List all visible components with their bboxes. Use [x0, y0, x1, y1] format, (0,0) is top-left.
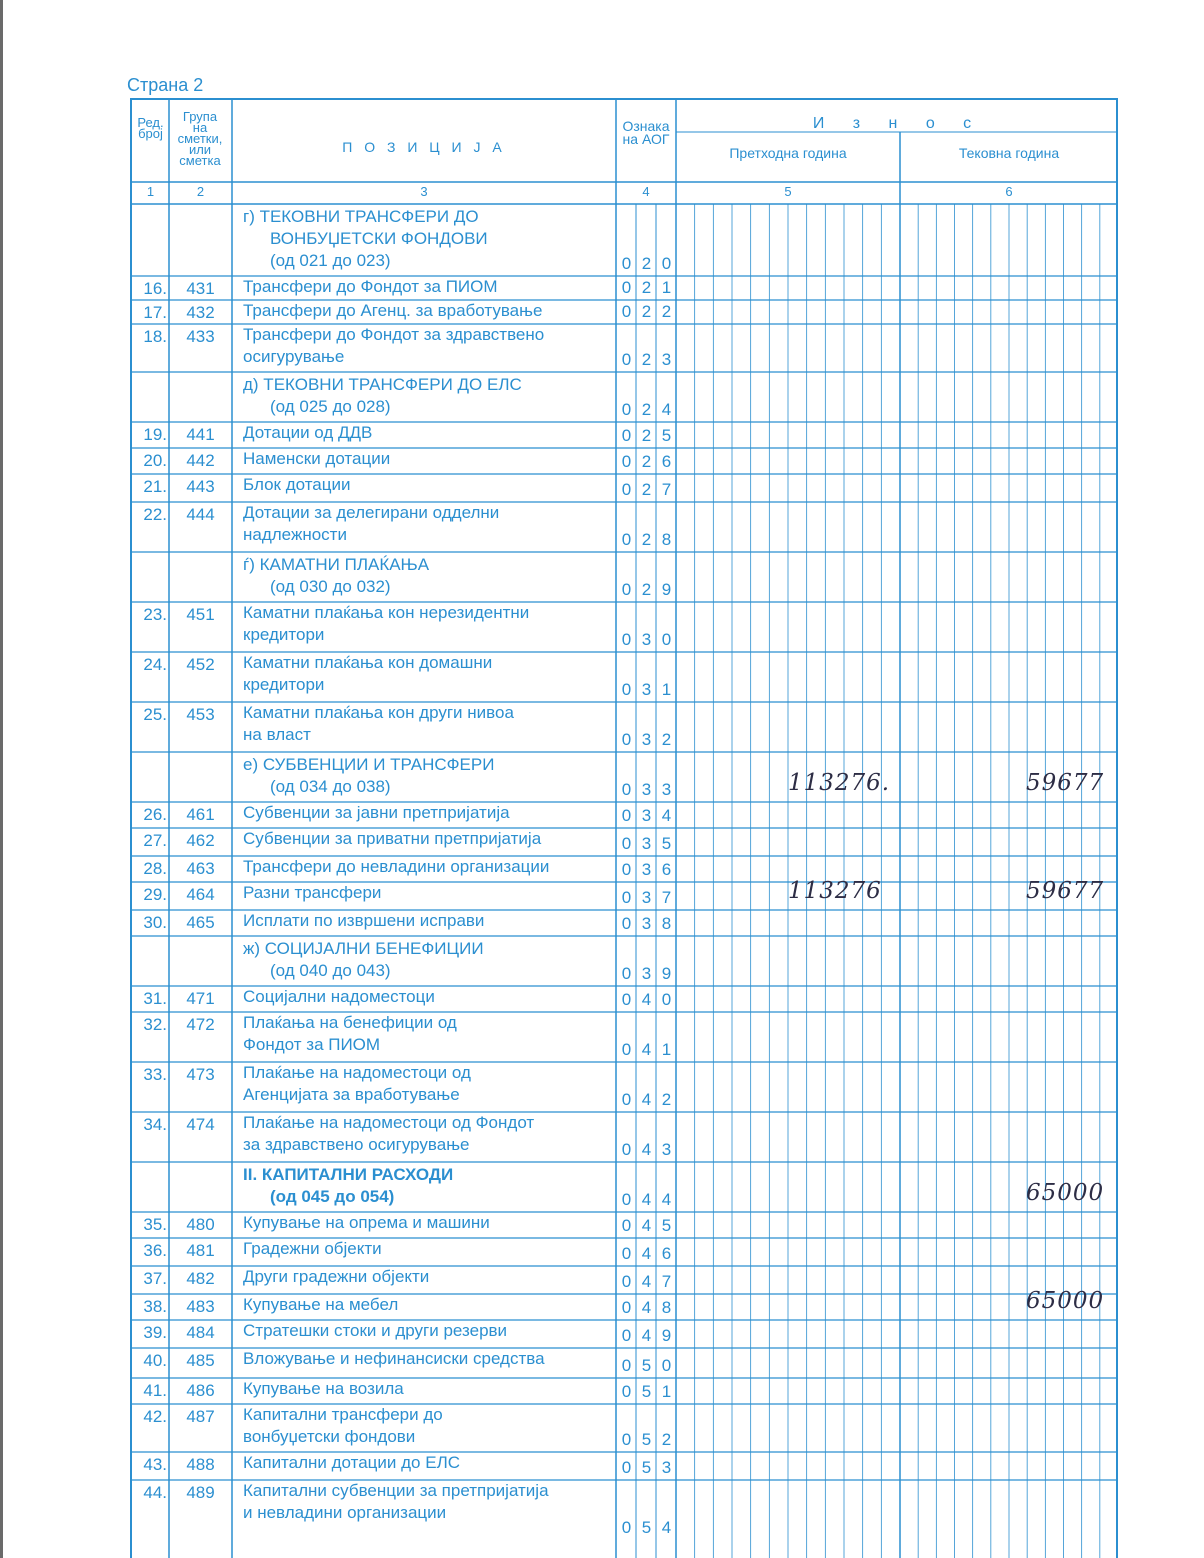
aog-digit: 0 [621, 860, 632, 879]
aog-digit: 2 [641, 580, 652, 599]
aog-digit: 5 [641, 1382, 652, 1401]
aog-digit: 5 [641, 1518, 652, 1537]
aog-digit: 5 [661, 1216, 672, 1235]
aog-digit: 7 [661, 888, 672, 907]
row-number: 38. [143, 1297, 167, 1316]
table-row [132, 552, 1118, 602]
aog-digit: 6 [661, 452, 672, 471]
position-text: Други градежни објекти [243, 1267, 430, 1286]
aog-digit: 0 [621, 400, 632, 419]
position-text: Наменски дотации [243, 449, 391, 468]
position-text: Стратешки стоки и други резерви [243, 1321, 508, 1340]
aog-digit: 5 [661, 834, 672, 853]
account-code: 431 [186, 279, 215, 298]
aog-digit: 3 [661, 350, 672, 369]
aog-digit: 4 [641, 1326, 652, 1345]
header-position: П О З И Ц И Ј А [342, 139, 506, 155]
aog-digit: 3 [661, 1458, 672, 1477]
aog-digit: 3 [641, 806, 652, 825]
aog-digit: 4 [641, 1244, 652, 1263]
amount-current-year: 59677 [1026, 878, 1105, 904]
aog-digit: 4 [641, 1190, 652, 1209]
table-row [132, 878, 1118, 910]
table-row [132, 324, 1118, 372]
position-text: Субвенции за приватни претпријатија [243, 829, 542, 848]
row-number: 27. [143, 831, 167, 850]
aog-digit: 2 [641, 350, 652, 369]
aog-digit: 4 [661, 806, 672, 825]
account-code: 462 [186, 831, 215, 850]
table-row [132, 474, 1118, 502]
header-prev-year: Претходна година [729, 145, 847, 161]
account-code: 465 [186, 913, 215, 932]
amount-current-year: 59677 [1026, 770, 1105, 796]
row-number: 22. [143, 505, 167, 524]
aog-digit: 3 [641, 680, 652, 699]
position-text: Капитални субвенции за претпријатија и невладини организации [243, 1481, 549, 1522]
form-table [130, 98, 1118, 1558]
row-number: 37. [143, 1269, 167, 1288]
aog-digit: 6 [661, 860, 672, 879]
row-number: 39. [143, 1323, 167, 1342]
position-text: Каматни плаќања кон нерезидентни кредитори [243, 603, 530, 644]
amount-current-year: 65000 [1026, 1288, 1105, 1314]
aog-digit: 7 [661, 480, 672, 499]
table-row [132, 652, 1118, 702]
account-code: 432 [186, 303, 215, 322]
aog-digit: 0 [621, 806, 632, 825]
position-text: Каматни плаќања кон други нивоа на власт [243, 703, 514, 744]
col-number: 3 [420, 184, 428, 199]
aog-digit: 0 [621, 278, 632, 297]
table-row [132, 1238, 1118, 1266]
row-number: 25. [143, 705, 167, 724]
account-code: 451 [186, 605, 215, 624]
row-number: 23. [143, 605, 167, 624]
aog-digit: 0 [621, 990, 632, 1009]
position-text: Трансфери до Фондот за здравствено осигурување [243, 325, 545, 366]
aog-digit: 2 [661, 1090, 672, 1109]
table-row [132, 602, 1118, 652]
aog-digit: 1 [661, 1382, 672, 1401]
aog-digit: 0 [621, 302, 632, 321]
aog-digit: 9 [661, 964, 672, 983]
aog-digit: 2 [641, 302, 652, 321]
row-number: 31. [143, 989, 167, 1008]
aog-digit: 1 [661, 680, 672, 699]
aog-digit: 0 [621, 1326, 632, 1345]
amount-previous-year: 113276. [788, 770, 891, 796]
table-row [132, 1288, 1118, 1320]
position-text: Социјални надоместоци [243, 987, 435, 1006]
table-row [132, 1162, 1118, 1212]
account-code: 484 [186, 1323, 215, 1342]
account-code: 485 [186, 1351, 215, 1370]
table-row [132, 300, 1118, 324]
aog-digit: 1 [661, 278, 672, 297]
aog-digit: 5 [641, 1458, 652, 1477]
account-code: 441 [186, 425, 215, 444]
aog-digit: 2 [661, 302, 672, 321]
aog-digit: 6 [661, 1244, 672, 1263]
account-code: 486 [186, 1381, 215, 1400]
table-row [132, 448, 1118, 474]
page-label: Страна 2 [127, 75, 204, 95]
aog-digit: 0 [621, 964, 632, 983]
aog-digit: 0 [621, 1190, 632, 1209]
aog-digit: 4 [641, 1272, 652, 1291]
aog-digit: 2 [641, 426, 652, 445]
table-row [132, 1480, 1118, 1540]
row-number: 33. [143, 1065, 167, 1084]
amount-current-year: 65000 [1026, 1180, 1105, 1206]
amount-previous-year: 113276 [788, 878, 882, 904]
table-row [132, 1348, 1118, 1378]
aog-digit: 0 [661, 990, 672, 1009]
aog-digit: 4 [661, 1518, 672, 1537]
table-row [132, 702, 1118, 752]
table-row [132, 1320, 1118, 1348]
position-text: Дотации од ДДВ [243, 423, 373, 442]
aog-digit: 4 [641, 1298, 652, 1317]
account-code: 489 [186, 1483, 215, 1502]
aog-digit: 0 [621, 1356, 632, 1375]
position-text: Капитални дотации до ЕЛС [243, 1453, 461, 1472]
table-row [132, 936, 1118, 986]
col-number: 1 [146, 184, 155, 199]
col-number: 2 [196, 184, 205, 199]
row-number: 41. [143, 1381, 167, 1400]
aog-digit: 5 [641, 1356, 652, 1375]
aog-digit: 0 [621, 834, 632, 853]
aog-digit: 0 [621, 452, 632, 471]
aog-digit: 0 [621, 1382, 632, 1401]
aog-digit: 3 [641, 730, 652, 749]
aog-digit: 0 [621, 1518, 632, 1537]
position-text: Разни трансфери [243, 883, 382, 902]
aog-digit: 3 [641, 914, 652, 933]
row-number: 19. [143, 425, 167, 444]
aog-digit: 2 [641, 452, 652, 471]
account-code: 442 [186, 451, 215, 470]
header-amount: И з н о с [812, 115, 984, 132]
table-row [132, 422, 1118, 448]
position-text: Купување на возила [243, 1379, 404, 1398]
aog-digit: 0 [621, 1244, 632, 1263]
position-text: Градежни објекти [243, 1239, 382, 1258]
section-heading: II. КАПИТАЛНИ РАСХОДИ (од 045 до 054) [243, 1165, 454, 1206]
aog-digit: 3 [641, 780, 652, 799]
aog-digit: 0 [621, 350, 632, 369]
aog-digit: 0 [621, 1272, 632, 1291]
aog-digit: 4 [661, 1190, 672, 1209]
row-number: 43. [143, 1455, 167, 1474]
aog-digit: 0 [621, 730, 632, 749]
aog-digit: 0 [621, 780, 632, 799]
aog-digit: 0 [621, 254, 632, 273]
aog-digit: 0 [621, 914, 632, 933]
header-aog: Ознака на АОГ [622, 118, 670, 147]
account-code: 471 [186, 989, 215, 1008]
aog-digit: 3 [661, 1140, 672, 1159]
account-code: 433 [186, 327, 215, 346]
row-number: 29. [143, 885, 167, 904]
aog-digit: 2 [641, 400, 652, 419]
table-row [132, 828, 1118, 856]
section-heading: ѓ) КАМАТНИ ПЛАЌАЊА (од 030 до 032) [243, 555, 430, 596]
position-text: Плаќање на надоместоци од Агенцијата за вработување [243, 1063, 471, 1104]
account-code: 461 [186, 805, 215, 824]
aog-digit: 0 [621, 1090, 632, 1109]
aog-digit: 4 [641, 1216, 652, 1235]
position-text: Плаќања на бенефиции од Фондот за ПИОМ [243, 1013, 457, 1054]
table-row [132, 1452, 1118, 1480]
position-text: Купување на мебел [243, 1295, 399, 1314]
row-number: 32. [143, 1015, 167, 1034]
row-number: 16. [143, 279, 167, 298]
aog-digit: 2 [641, 278, 652, 297]
account-code: 472 [186, 1015, 215, 1034]
aog-digit: 8 [661, 1298, 672, 1317]
row-number: 24. [143, 655, 167, 674]
aog-digit: 4 [641, 1090, 652, 1109]
header-group: Група на сметки, или сметка [177, 109, 223, 168]
aog-digit: 0 [621, 680, 632, 699]
aog-digit: 0 [621, 888, 632, 907]
row-number: 18. [143, 327, 167, 346]
aog-digit: 8 [661, 914, 672, 933]
table-row [132, 276, 1118, 300]
aog-digit: 0 [621, 1298, 632, 1317]
table-row [132, 1378, 1118, 1404]
aog-digit: 4 [661, 400, 672, 419]
col-number: 5 [784, 184, 792, 199]
position-text: Блок дотации [243, 475, 351, 494]
section-heading: е) СУБВЕНЦИИ И ТРАНСФЕРИ (од 034 до 038) [243, 755, 495, 796]
aog-digit: 0 [621, 530, 632, 549]
account-code: 443 [186, 477, 215, 496]
account-code: 488 [186, 1455, 215, 1474]
aog-digit: 0 [621, 480, 632, 499]
aog-digit: 0 [621, 1458, 632, 1477]
table-row [132, 204, 1118, 276]
account-code: 463 [186, 859, 215, 878]
aog-digit: 0 [621, 580, 632, 599]
row-number: 34. [143, 1115, 167, 1134]
account-code: 452 [186, 655, 215, 674]
aog-digit: 3 [661, 780, 672, 799]
aog-digit: 5 [641, 1430, 652, 1449]
position-text: Трансфери до Фондот за ПИОМ [243, 277, 498, 296]
account-code: 453 [186, 705, 215, 724]
aog-digit: 5 [661, 426, 672, 445]
aog-digit: 0 [621, 1140, 632, 1159]
aog-digit: 4 [641, 1140, 652, 1159]
position-text: Купување на опрема и машини [243, 1213, 490, 1232]
table-row [132, 856, 1118, 882]
section-heading: д) ТЕКОВНИ ТРАНСФЕРИ ДО ЕЛС (од 025 до 028) [243, 375, 522, 416]
row-number: 40. [143, 1351, 167, 1370]
position-text: Исплати по извршени исправи [243, 911, 485, 930]
aog-digit: 7 [661, 1272, 672, 1291]
table-row [132, 802, 1118, 828]
row-number: 42. [143, 1407, 167, 1426]
position-text: Плаќање на надоместоци од Фондот за здравствено осигурување [243, 1113, 535, 1154]
position-text: Трансфери до невладини организации [243, 857, 550, 876]
table-row [132, 910, 1118, 936]
aog-digit: 3 [641, 964, 652, 983]
row-number: 21. [143, 477, 167, 496]
row-number: 20. [143, 451, 167, 470]
aog-digit: 1 [661, 1040, 672, 1059]
aog-digit: 2 [641, 530, 652, 549]
aog-digit: 4 [641, 990, 652, 1009]
aog-digit: 9 [661, 580, 672, 599]
position-text: Капитални трансфери до вонбуџетски фондови [243, 1405, 443, 1446]
scan-edge [0, 0, 3, 1558]
header-rb: Ред. број [137, 115, 164, 141]
table-row [132, 986, 1118, 1012]
table-row [132, 1112, 1118, 1162]
aog-digit: 3 [641, 888, 652, 907]
position-text: Каматни плаќања кон домашни кредитори [243, 653, 493, 694]
account-code: 480 [186, 1215, 215, 1234]
aog-digit: 0 [621, 1216, 632, 1235]
aog-digit: 9 [661, 1326, 672, 1345]
position-text: Вложување и нефинансиски средства [243, 1349, 545, 1368]
account-code: 487 [186, 1407, 215, 1426]
col-number: 4 [642, 184, 650, 199]
account-code: 481 [186, 1241, 215, 1260]
table-row [132, 502, 1118, 552]
account-code: 444 [186, 505, 215, 524]
aog-digit: 0 [661, 630, 672, 649]
aog-digit: 2 [661, 730, 672, 749]
aog-digit: 8 [661, 530, 672, 549]
section-heading: г) ТЕКОВНИ ТРАНСФЕРИ ДО ВОНБУЏЕТСКИ ФОНДОВИ (од 021 до 023) [243, 207, 488, 270]
section-heading: ж) СОЦИЈАЛНИ БЕНЕФИЦИИ (од 040 до 043) [243, 939, 484, 980]
row-number: 26. [143, 805, 167, 824]
aog-digit: 3 [641, 630, 652, 649]
aog-digit: 0 [621, 1430, 632, 1449]
position-text: Субвенции за јавни претпријатија [243, 803, 510, 822]
table-row [132, 1404, 1118, 1452]
account-code: 464 [186, 885, 215, 904]
row-number: 36. [143, 1241, 167, 1260]
table-row [132, 372, 1118, 422]
account-code: 483 [186, 1297, 215, 1316]
row-number: 28. [143, 859, 167, 878]
aog-digit: 3 [641, 834, 652, 853]
aog-digit: 0 [621, 630, 632, 649]
aog-digit: 0 [621, 1040, 632, 1059]
account-code: 474 [186, 1115, 215, 1134]
table-row [132, 1062, 1118, 1112]
row-number: 17. [143, 303, 167, 322]
aog-digit: 0 [661, 254, 672, 273]
aog-digit: 2 [641, 480, 652, 499]
row-number: 35. [143, 1215, 167, 1234]
table-row [132, 1212, 1118, 1238]
row-number: 30. [143, 913, 167, 932]
aog-digit: 2 [661, 1430, 672, 1449]
aog-digit: 2 [641, 254, 652, 273]
position-text: Трансфери до Агенц. за вработување [243, 301, 543, 320]
account-code: 473 [186, 1065, 215, 1084]
aog-digit: 0 [661, 1356, 672, 1375]
row-number: 44. [143, 1483, 167, 1502]
table-row [132, 752, 1118, 802]
table-row [132, 1266, 1118, 1294]
aog-digit: 4 [641, 1040, 652, 1059]
header-curr-year: Тековна година [958, 145, 1060, 161]
account-code: 482 [186, 1269, 215, 1288]
position-text: Дотации за делегирани одделни надлежности [243, 503, 500, 544]
aog-digit: 3 [641, 860, 652, 879]
col-number: 6 [1005, 184, 1013, 199]
table-row [132, 1012, 1118, 1062]
aog-digit: 0 [621, 426, 632, 445]
